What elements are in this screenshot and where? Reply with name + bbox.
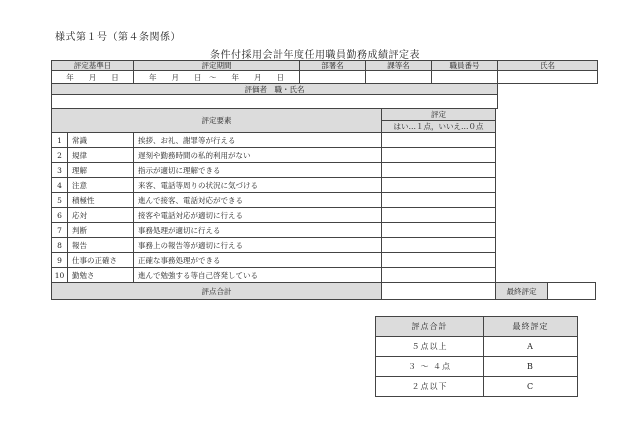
item-name: 勤勉さ	[68, 268, 134, 283]
item-description: 接客や電話対応が適切に行える	[134, 208, 382, 223]
evaluator-field[interactable]	[52, 95, 498, 109]
evaluation-row	[52, 253, 596, 268]
item-score-field[interactable]	[382, 238, 496, 253]
evaluation-row	[52, 208, 596, 223]
item-score-field[interactable]	[382, 178, 496, 193]
item-score-field[interactable]	[382, 133, 496, 148]
department-header: 部署名	[300, 61, 366, 71]
item-number: 3	[52, 163, 68, 178]
item-description: 来客、電話等周りの状況に気づける	[134, 178, 382, 193]
item-name: 規律	[68, 148, 134, 163]
legend-score-range: ２点以下	[376, 377, 484, 397]
item-description: 正確な事務処理ができる	[134, 253, 382, 268]
section-header: 課等名	[366, 61, 432, 71]
evaluation-row	[52, 148, 596, 163]
base-date-header: 評定基準日	[52, 61, 134, 71]
item-description: 進んで接客、電話対応ができる	[134, 193, 382, 208]
item-name: 注意	[68, 178, 134, 193]
legend-grade-header: 最終評定	[484, 317, 578, 337]
item-number: 8	[52, 238, 68, 253]
item-score-field[interactable]	[382, 193, 496, 208]
item-score-field[interactable]	[382, 148, 496, 163]
total-label: 評点合計	[52, 283, 382, 300]
item-score-field[interactable]	[382, 223, 496, 238]
staff-number-field[interactable]	[432, 71, 498, 84]
item-score-field[interactable]	[382, 163, 496, 178]
item-number: 1	[52, 133, 68, 148]
item-name: 判断	[68, 223, 134, 238]
final-grade-label: 最終評定	[496, 283, 548, 300]
legend-score-range: ３ ～ ４点	[376, 357, 484, 377]
legend-row	[376, 377, 578, 397]
evaluation-table	[51, 108, 596, 300]
item-description: 進んで勉強する等自己啓発している	[134, 268, 382, 283]
legend-row	[376, 337, 578, 357]
item-number: 2	[52, 148, 68, 163]
item-description: 挨拶、お礼、謝罪等が行える	[134, 133, 382, 148]
legend-score-range: ５点以上	[376, 337, 484, 357]
final-grade-field[interactable]	[548, 283, 596, 300]
evaluation-row	[52, 193, 596, 208]
score-note: はい…１点，いいえ…０点	[382, 121, 496, 133]
evaluation-row	[52, 133, 596, 148]
section-field[interactable]	[366, 71, 432, 84]
grade-legend-table	[375, 316, 578, 397]
legend-score-header: 評点合計	[376, 317, 484, 337]
name-field[interactable]	[498, 71, 598, 84]
item-name: 仕事の正確さ	[68, 253, 134, 268]
item-description: 指示が適切に理解できる	[134, 163, 382, 178]
item-name: 応対	[68, 208, 134, 223]
item-description: 事務上の報告等が適切に行える	[134, 238, 382, 253]
item-name: 報告	[68, 238, 134, 253]
legend-grade: A	[484, 337, 578, 357]
item-name: 理解	[68, 163, 134, 178]
legend-grade: C	[484, 377, 578, 397]
item-number: 9	[52, 253, 68, 268]
elements-header: 評定要素	[52, 109, 382, 133]
evaluation-row	[52, 268, 596, 283]
period-field[interactable]: 年 月 日 ～ 年 月 日	[134, 71, 300, 84]
item-number: 6	[52, 208, 68, 223]
item-number: 5	[52, 193, 68, 208]
legend-grade: B	[484, 357, 578, 377]
item-number: 4	[52, 178, 68, 193]
item-score-field[interactable]	[382, 268, 496, 283]
staff-number-header: 職員番号	[432, 61, 498, 71]
evaluation-row	[52, 223, 596, 238]
item-name: 常識	[68, 133, 134, 148]
evaluation-row	[52, 163, 596, 178]
item-name: 積極性	[68, 193, 134, 208]
score-header: 評定	[382, 109, 496, 121]
evaluator-header: 評価者 職・氏名	[52, 84, 498, 95]
name-header: 氏名	[498, 61, 598, 71]
form-number-label: 様式第１号（第４条関係）	[55, 32, 181, 43]
item-description: 事務処理が適切に行える	[134, 223, 382, 238]
base-date-field[interactable]: 年 月 日	[52, 71, 134, 84]
header-info-table	[51, 60, 598, 109]
item-number: 10	[52, 268, 68, 283]
evaluation-row	[52, 178, 596, 193]
period-header: 評定期間	[134, 61, 300, 71]
legend-row	[376, 357, 578, 377]
item-number: 7	[52, 223, 68, 238]
evaluation-row	[52, 238, 596, 253]
department-field[interactable]	[300, 71, 366, 84]
item-score-field[interactable]	[382, 208, 496, 223]
form-title: 条件付採用会計年度任用職員勤務成績評定表	[210, 50, 420, 61]
total-score-field[interactable]	[382, 283, 496, 300]
item-score-field[interactable]	[382, 253, 496, 268]
item-description: 遅刻や勤務時間の私的利用がない	[134, 148, 382, 163]
